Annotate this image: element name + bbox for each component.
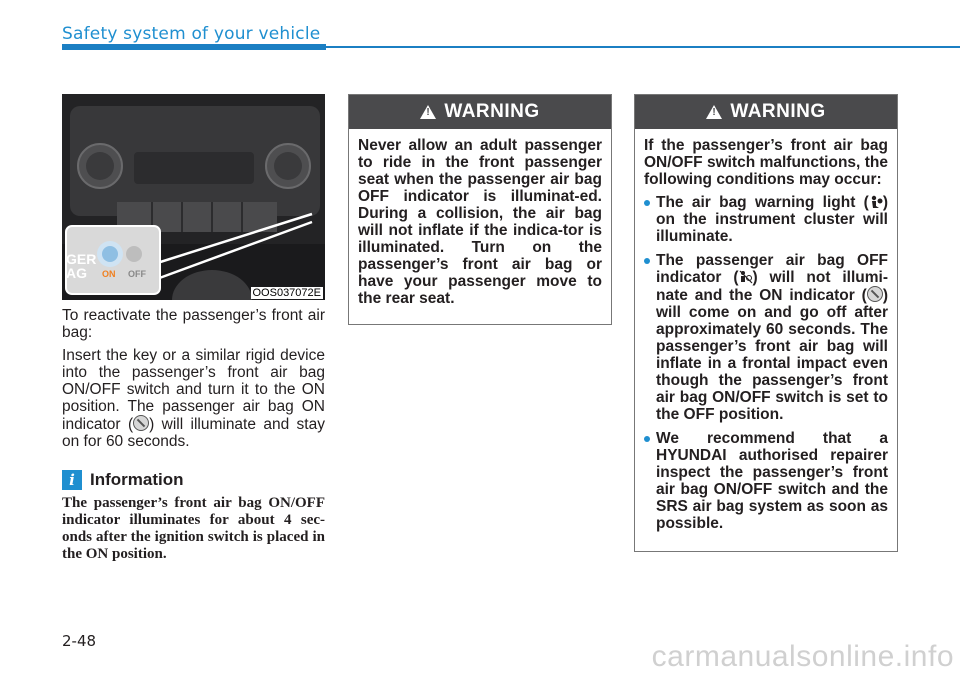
watermark: carmanualsonline.info: [651, 640, 954, 673]
page-number: 2-48: [62, 632, 97, 650]
warning-intro: If the passenger’s front air bag ON/OFF switch malfunctions, the following conditions may occur:: [644, 137, 888, 188]
warning-heading: WARNING: [444, 101, 540, 122]
warning-heading: WARNING: [730, 101, 826, 122]
list-item-text: ) will not illumi-nate and the ON indicator (: [656, 269, 889, 304]
airbag-off-indicator-icon: [739, 270, 753, 284]
paragraph-text-a: Insert the key or a similar rigid device into the passenger’s front air bag ON/OFF switch and turn it to the ON position. The passenger air bag ON indicator (: [62, 347, 325, 433]
warning-body: [349, 129, 611, 317]
list-item-text: The passenger air bag OFF indicator (: [656, 252, 888, 286]
warning-box-adult-passenger: [348, 94, 612, 325]
list-item: [644, 252, 888, 423]
header-rule-thin: [326, 46, 960, 48]
warning-header: [349, 95, 611, 129]
information-heading: [62, 470, 184, 490]
list-item: [644, 194, 888, 245]
switch-label-ger: GER: [66, 251, 97, 267]
warning-header: [635, 95, 897, 129]
information-title: Information: [90, 470, 184, 489]
paragraph-insert-key: [62, 347, 325, 450]
warning-box-switch-malfunction: [634, 94, 898, 552]
warning-triangle-icon: [420, 105, 436, 119]
list-item-text: ) will come on and go off after approximately 60 seconds. The passenger’s front air bag will inflate in a frontal impact even though the passenger’s front air bag ON/OFF switch is set to the OFF position.: [656, 287, 888, 423]
warning-triangle-icon: [706, 105, 722, 119]
warning-conditions-list: [644, 194, 888, 532]
left-column-text: [62, 307, 325, 450]
warning-text: Never allow an adult passenger to ride in the front passenger seat when the passenger air bag OFF indicator is illuminat-ed. During a collision, the air bag will not inflate if the indica-tor is illuminated. Turn on the passenger’s front air bag or have your passenger move to the rear seat.: [358, 137, 602, 307]
warning-body: [635, 129, 897, 549]
paragraph-reactivate: To reactivate the passenger’s front air bag:: [62, 307, 325, 341]
list-item: We recommend that a HYUNDAI authorised repairer inspect the passenger’s front air bag ON/OFF switch and the SRS air bag system as soon as possible.: [644, 430, 888, 532]
switch-label-on: ON: [102, 269, 116, 279]
airbag-on-indicator-icon: [133, 415, 149, 431]
section-title: Safety system of your vehicle: [62, 24, 321, 44]
list-item-text: The air bag warning light (: [656, 194, 869, 211]
airbag-warning-light-icon: [869, 195, 883, 209]
airbag-on-indicator-icon: [867, 286, 883, 302]
switch-label-off: OFF: [128, 269, 146, 279]
switch-label-ag: AG: [66, 265, 87, 281]
info-icon: i: [62, 470, 82, 490]
list-item-text: ) on the instrument cluster will illuminate.: [656, 194, 888, 245]
header-rule-thick: [62, 44, 326, 50]
paragraph-text-b: ) will illuminate and stay on for 60 seconds.: [62, 416, 325, 450]
switch-label-left: [66, 252, 96, 280]
information-text: The passenger’s front air bag ON/OFF indicator illuminates for about 4 sec-onds after the ignition switch is placed in the ON position.: [62, 495, 325, 562]
figure-code: OOS037072E: [252, 287, 321, 299]
dashboard-photo: [62, 94, 325, 300]
